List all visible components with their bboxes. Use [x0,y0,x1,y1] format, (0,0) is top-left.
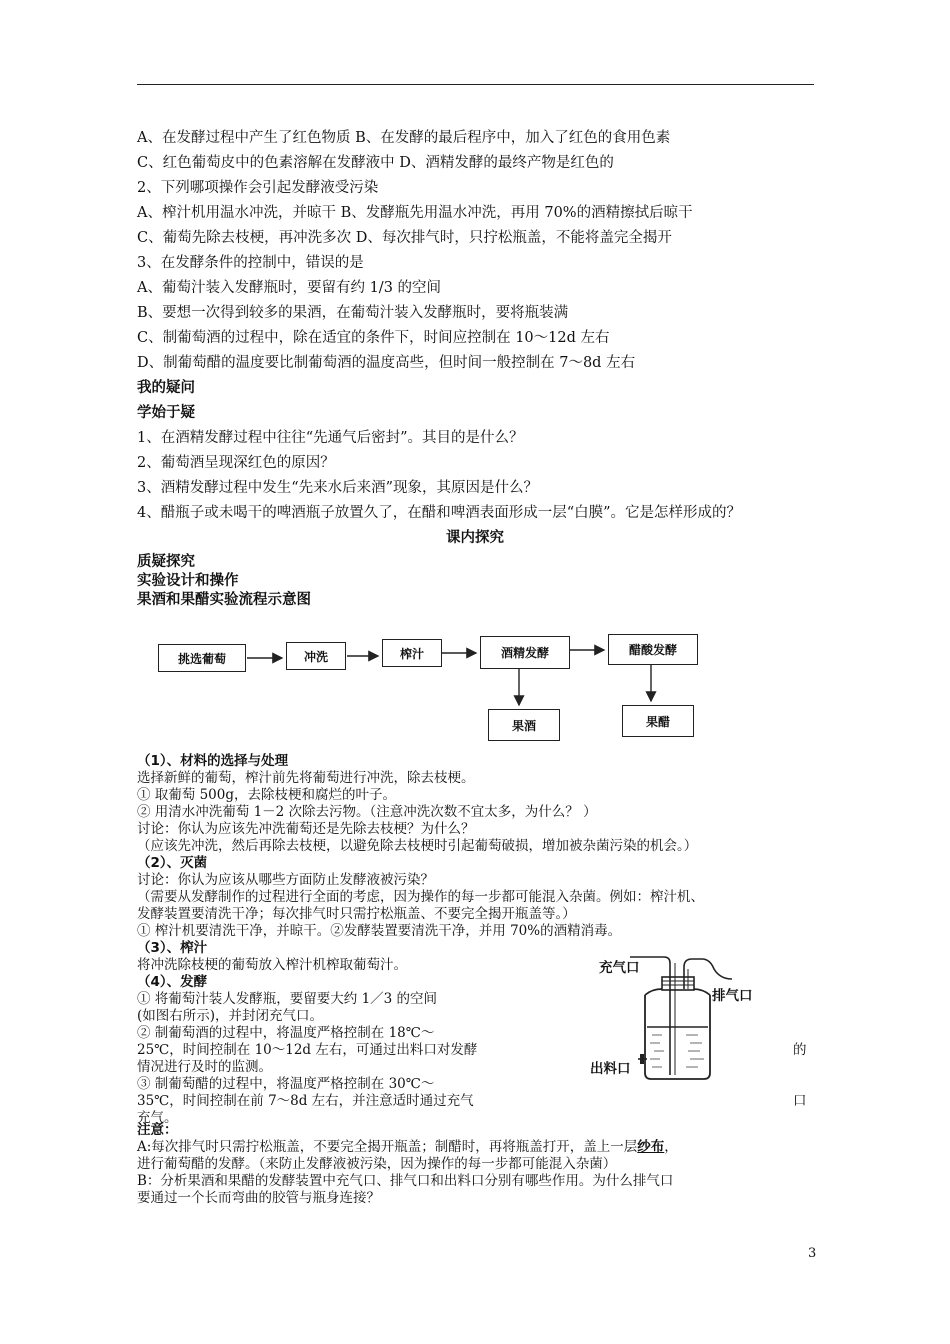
note-a-emphasis: 纱布 [637,1139,665,1155]
section-1-line: ① 取葡萄 500g，去除枝梗和腐烂的叶子。 [137,787,396,803]
question-line: 4、醋瓶子或未喝干的啤酒瓶子放置久了，在醋和啤酒表面形成一层“白膜”。它是怎样形成的？ [137,505,742,521]
section-1-line: ② 用清水冲洗葡萄 1－2 次除去污物。（注意冲洗次数不宜太多，为什么？ ） [137,804,597,820]
page-number: 3 [808,1246,817,1261]
note-a-tail: ， [664,1139,678,1155]
note-a-line [137,1138,678,1156]
option-line: D、制葡萄醋的温度要比制葡萄酒的温度高些，但时间一般控制在 7～8d 左右 [137,355,636,371]
section-2-line: （需要从发酵制作的过程进行全面的考虑，因为操作的每一步都可能混入杂菌。例如：榨汁机、 [137,889,704,905]
question-line: 3、酒精发酵过程中发生“先来水后来酒”现象，其原因是什么？ [137,480,539,496]
fermentation-bottle-figure [590,955,770,1085]
section-1-line: 讨论：你认为应该先冲洗葡萄还是先除去枝梗？为什么？ [137,821,475,837]
flow-step-rinse: 冲洗 [286,642,346,670]
section-4-line: ③ 制葡萄醋的过程中，将温度严格控制在 30℃～ [137,1076,435,1092]
option-line: C、制葡萄酒的过程中，除在适宜的条件下，时间应控制在 10～12d 左右 [137,330,610,346]
section-1-line: 选择新鲜的葡萄，榨汁前先将葡萄进行冲洗，除去枝梗。 [137,770,475,786]
header-rule [137,84,814,85]
section-2-line: 讨论：你认为应该从哪些方面防止发酵液被污染？ [137,872,434,888]
section-2-title: （2）、灭菌 [137,855,208,871]
section-4-right-fragment: 的 [793,1042,807,1058]
option-line: A、葡萄汁装入发酵瓶时，要留有约 1/3 的空间 [137,280,442,296]
heading-inclass: 课内探究 [446,530,504,546]
heading-explore: 质疑探究 [137,554,195,570]
section-4-right-fragment: 口 [793,1093,807,1109]
note-title: 注意： [137,1122,178,1138]
note-b-line: B：分析果酒和果醋的发酵装置中充气口、排气口和出料口分别有哪些作用。为什么排气口 [137,1173,674,1189]
heading-flow: 果酒和果醋实验流程示意图 [137,592,311,608]
section-3-line: 将冲洗除枝梗的葡萄放入榨汁机榨取葡萄汁。 [137,957,407,973]
heading-learn: 学始于疑 [137,405,195,421]
section-4-line: 情况进行及时的监测。 [137,1059,272,1075]
label-inlet-port: 充气口 [599,960,640,976]
section-3-title: （3）、榨汁 [137,940,208,956]
question-line: 2、下列哪项操作会引起发酵液受污染 [137,180,379,196]
flow-step-juice: 榨汁 [382,639,442,667]
section-4-line: 35℃，时间控制在前 7～8d 左右，并注意适时通过充气 [137,1093,474,1109]
label-outlet-port: 排气口 [712,988,753,1004]
note-a-text: A:每次排气时只需拧松瓶盖，不要完全揭开瓶盖；制醋时，再将瓶盖打开，盖上一层 [137,1139,638,1155]
label-discharge-port: 出料口 [590,1061,631,1077]
question-line: 1、在酒精发酵过程中往往“先通气后密封”。其目的是什么？ [137,430,524,446]
section-1-line: （应该先冲洗，然后再除去枝梗，以避免除去枝梗时引起葡萄破损，增加被杂菌污染的机会。） [137,838,698,854]
section-4-line: ② 制葡萄酒的过程中，将温度严格控制在 18℃～ [137,1025,435,1041]
section-4-line: ① 将葡萄汁装人发酵瓶，要留要大约 1／3 的空间 [137,991,438,1007]
section-4-line: 充气。 [137,1110,178,1126]
section-1-title: （1）、材料的选择与处理 [137,753,289,769]
flow-output-vinegar: 果醋 [622,705,694,737]
heading-design: 实验设计和操作 [137,573,239,589]
question-line: 2、葡萄酒呈现深红色的原因？ [137,455,335,471]
flow-step-acetic-fermentation: 醋酸发酵 [608,634,698,665]
option-line: A、榨汁机用温水冲洗，并晾干 B、发酵瓶先用温水冲洗，再用 70%的酒精擦拭后晾干 [137,205,693,221]
note-a-line-2: 进行葡萄醋的发酵。（来防止发酵液被污染，因为操作的每一步都可能混入杂菌） [137,1156,617,1172]
option-line: A、在发酵过程中产生了红色物质 B、在发酵的最后程序中，加入了红色的食用色素 [137,130,671,146]
section-2-line: 发酵装置要清洗干净；每次排气时只需拧松瓶盖、不要完全揭开瓶盖等。） [137,906,576,922]
flow-step-alcohol-fermentation: 酒精发酵 [480,636,570,669]
section-4-line: 25℃，时间控制在 10～12d 左右，可通过出料口对发酵 [137,1042,478,1058]
heading-my-question: 我的疑问 [137,380,195,396]
option-line: C、红色葡萄皮中的色素溶解在发酵液中 D、酒精发酵的最终产物是红色的 [137,155,614,171]
flow-output-wine: 果酒 [488,709,560,741]
option-line: B、要想一次得到较多的果酒，在葡萄汁装入发酵瓶时，要将瓶装满 [137,305,569,321]
section-4-line: (如图右所示)，并封闭充气口。 [137,1008,324,1024]
note-b-line-2: 要通过一个长而弯曲的胶管与瓶身连接？ [137,1190,380,1206]
flow-step-select-grapes: 挑选葡萄 [158,644,246,672]
option-line: C、葡萄先除去枝梗，再冲洗多次 D、每次排气时，只拧松瓶盖，不能将盖完全揭开 [137,230,672,246]
section-4-title: （4）、发酵 [137,974,208,990]
question-line: 3、在发酵条件的控制中，错误的是 [137,255,364,271]
flow-diagram [150,625,710,750]
section-2-line: ① 榨汁机要清洗干净，并晾干。②发酵装置要清洗干净，并用 70%的酒精消毒。 [137,923,622,939]
